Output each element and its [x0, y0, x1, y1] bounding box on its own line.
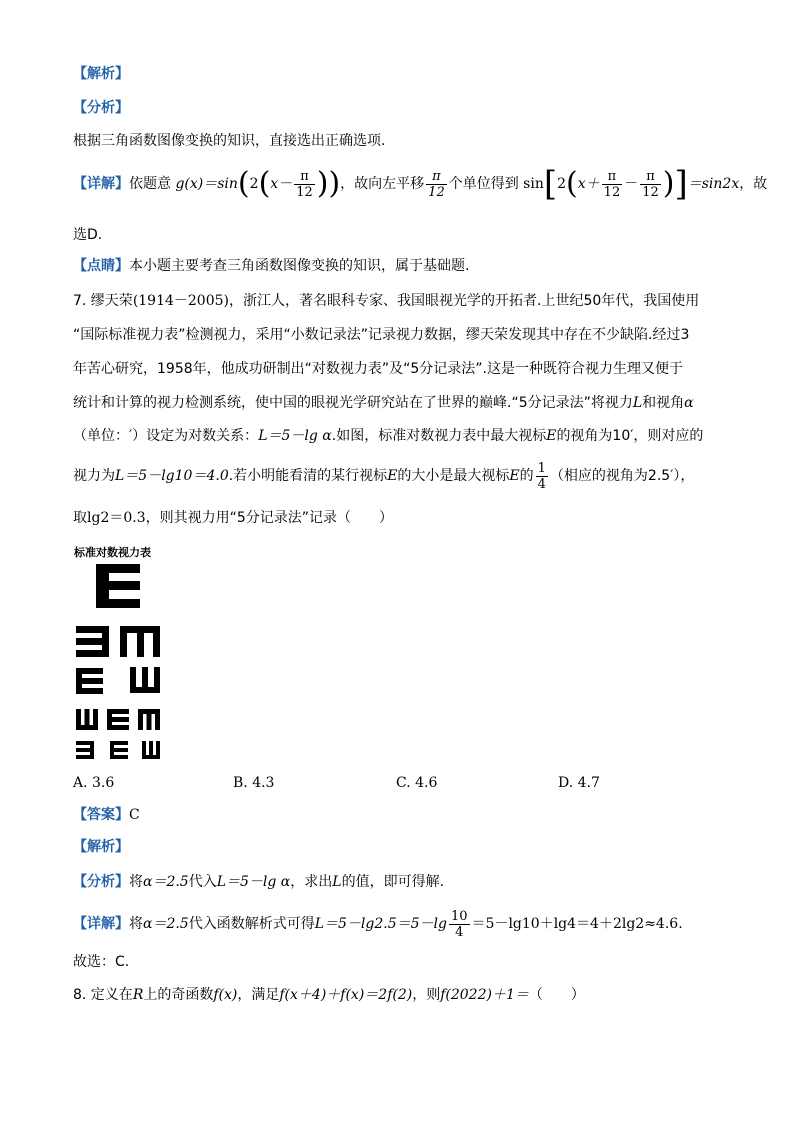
- math-x-minus: x－: [270, 176, 293, 192]
- detail-prefix: 依题意: [129, 176, 171, 192]
- q7-line3: 年苦心研究，1958年，他成功研制出“对数视力表”及“5分记录法”.这是一种既符合视力生理又便于: [73, 361, 683, 377]
- optotype-e-row3-left: [76, 668, 103, 694]
- optotype-e-row3-right: [130, 667, 160, 693]
- paren: (: [566, 166, 578, 201]
- fraction-pi-12: $\frac{\pi}{12}$: [642, 168, 659, 200]
- paren: (: [237, 166, 250, 201]
- q7-line2: “国际标准视力表”检测视力，采用“小数记录法”记录视力数据，缪天荣发现其中存在不少缺陷.经过3: [73, 327, 690, 343]
- pointer-text: 本小题主要考查三角函数图像变换的知识，属于基础题.: [129, 258, 470, 274]
- math-x-plus: x＋: [577, 176, 600, 192]
- optotype-e-row4-b: [107, 709, 129, 730]
- detail-line2: 选D.: [73, 227, 103, 243]
- q7-detail: 【详解】将α＝2.5代入函数解析式可得L＝5－lg2.5＝5－lg $\frac{10}{4}$ ＝5－lg10＋lg4＝4＋2lg2≈4.6.: [73, 908, 683, 940]
- pointer-line: [73, 256, 469, 276]
- optotype-e-row5-a: [76, 741, 94, 759]
- fraction-pi-12: $\frac{\pi}{12}$: [603, 168, 621, 200]
- optotype-e-row5-c: [142, 741, 160, 759]
- math-two: 2: [557, 176, 567, 192]
- paren: ): [328, 166, 341, 201]
- answer-options: [73, 775, 733, 795]
- optotype-e-large: [96, 564, 140, 608]
- optotype-e-row2-left: [76, 626, 109, 657]
- paren: (: [258, 166, 271, 201]
- section-tag-daan: 【答案】: [73, 807, 129, 823]
- detail-mid2: 个单位得到: [448, 176, 519, 192]
- paren: ): [662, 166, 675, 201]
- detail-end: ，故: [739, 176, 768, 192]
- option-c: C. 4.6: [396, 775, 438, 791]
- q8-line: 8. 定义在R上的奇函数f(x)，满足f(x＋4)＋f(x)＝2f(2)，则f(2022)＋1＝（ ）: [73, 987, 585, 1003]
- answer-line: [73, 805, 140, 825]
- math-g-expr: g(x)＝sin: [175, 176, 238, 192]
- fraction-10-4: $\frac{10}{4}$: [450, 908, 468, 940]
- q7-analysis: 【分析】将α＝2.5代入L＝5－lg α，求出L的值，即可得解.: [73, 874, 445, 890]
- eye-chart-image: [70, 560, 170, 765]
- fraction-1-4: $\frac{1}{4}$: [537, 460, 546, 492]
- math-sin: sin: [523, 176, 544, 192]
- option-a: A. 3.6: [73, 775, 115, 791]
- bracket: ]: [674, 164, 688, 204]
- paren: ): [316, 166, 329, 201]
- section-tag-fenxi: 【分析】: [73, 100, 129, 116]
- detail-line: [73, 162, 767, 206]
- fraction-pi-12: $\frac{\pi}{12}$: [296, 168, 313, 200]
- q7-line5: （单位：′）设定为对数关系：L＝5－lg α.如图，标准对数视力表中最大视标E的视角为10′，则对应的: [73, 428, 704, 444]
- eye-chart-title: 标准对数视力表: [74, 546, 151, 559]
- section-tag-jiexi: 【解析】: [73, 66, 129, 82]
- q7-line6: 视力为L＝5－lg10＝4.0.若小明能看清的某行视标E的大小是最大视标E的 $\frac{1}{4}$ （相应的视角为2.5′），: [73, 460, 695, 492]
- option-d: D. 4.7: [558, 775, 600, 791]
- section-tag-xiangjie: 【详解】: [73, 176, 129, 192]
- optotype-e-row4-c: [138, 709, 160, 730]
- optotype-e-row2-right: [120, 626, 160, 657]
- detail-mid: ，故向左平移: [340, 176, 425, 192]
- q7-line4: 统计和计算的视力检测系统，使中国的眼视光学研究站在了世界的巅峰.“5分记录法”将视力L和视角α: [73, 395, 694, 411]
- fraction-pi-12: $\frac{\pi}{12}$: [428, 168, 445, 200]
- bracket: [: [543, 164, 558, 204]
- q7-line1: 7. 缪天荣(1914－2005)，浙江人，著名眼科专家、我国眼视光学的开拓者.上世纪50年代，我国使用: [73, 293, 700, 309]
- option-b: B. 4.3: [233, 775, 275, 791]
- math-two: 2: [249, 176, 259, 192]
- q7-line7: 取lg2＝0.3，则其视力用“5分记录法”记录（ ）: [73, 510, 394, 526]
- analysis-text: 根据三角函数图像变换的知识，直接选出正确选项.: [73, 133, 386, 149]
- q7-conclusion: 故选：C.: [73, 954, 130, 970]
- section-tag-dianjing: 【点睛】: [73, 258, 129, 274]
- answer-value: C: [129, 807, 140, 823]
- optotype-e-row5-b: [110, 741, 128, 759]
- optotype-e-row4-a: [76, 709, 98, 730]
- math-eq-sin2x: ＝sin2x: [687, 176, 740, 192]
- section-tag-jiexi-2: 【解析】: [73, 839, 129, 855]
- math-minus: －: [624, 176, 639, 192]
